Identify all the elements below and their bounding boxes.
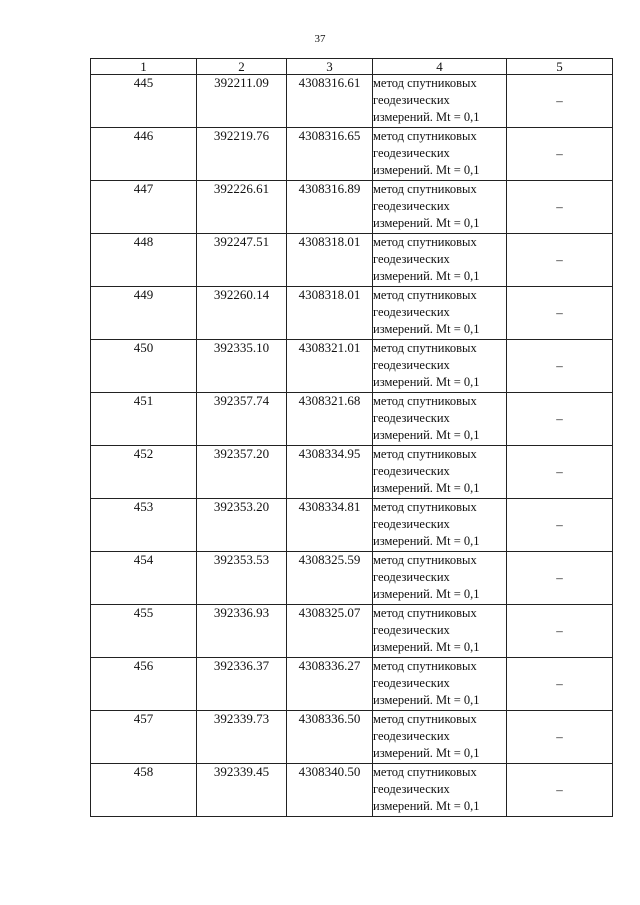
method-line: метод спутниковых <box>373 712 477 726</box>
table-row <box>91 658 613 711</box>
y-coordinate-cell: 4308316.65 <box>287 128 373 181</box>
method-line: измерений. Mt = 0,1 <box>373 322 480 336</box>
method-line: метод спутниковых <box>373 235 477 249</box>
x-coordinate-cell: 392219.76 <box>197 128 287 181</box>
method-cell <box>373 499 507 552</box>
method-line: геодезических <box>373 676 450 690</box>
method-line: измерений. Mt = 0,1 <box>373 269 480 283</box>
method-cell <box>373 340 507 393</box>
table-row <box>91 711 613 764</box>
method-line: измерений. Mt = 0,1 <box>373 481 480 495</box>
x-coordinate-cell: 392339.45 <box>197 764 287 817</box>
table-row <box>91 340 613 393</box>
note-cell: – <box>507 764 613 817</box>
method-line: геодезических <box>373 782 450 796</box>
method-cell <box>373 658 507 711</box>
method-line: метод спутниковых <box>373 606 477 620</box>
method-line: геодезических <box>373 146 450 160</box>
method-line: геодезических <box>373 729 450 743</box>
method-cell <box>373 764 507 817</box>
method-line: измерений. Mt = 0,1 <box>373 216 480 230</box>
header-cell-1: 1 <box>91 59 197 75</box>
page-number: 37 <box>314 33 326 45</box>
method-line: измерений. Mt = 0,1 <box>373 640 480 654</box>
method-line: измерений. Mt = 0,1 <box>373 163 480 177</box>
method-line: геодезических <box>373 199 450 213</box>
x-coordinate-cell: 392226.61 <box>197 181 287 234</box>
table-row <box>91 446 613 499</box>
note-cell: – <box>507 340 613 393</box>
method-line: измерений. Mt = 0,1 <box>373 693 480 707</box>
y-coordinate-cell: 4308318.01 <box>287 287 373 340</box>
method-line: измерений. Mt = 0,1 <box>373 375 480 389</box>
method-line: метод спутниковых <box>373 182 477 196</box>
method-line: измерений. Mt = 0,1 <box>373 746 480 760</box>
table-row <box>91 287 613 340</box>
point-number-cell: 458 <box>91 764 197 817</box>
x-coordinate-cell: 392353.53 <box>197 552 287 605</box>
method-cell <box>373 75 507 128</box>
note-cell: – <box>507 552 613 605</box>
note-cell: – <box>507 658 613 711</box>
x-coordinate-cell: 392353.20 <box>197 499 287 552</box>
point-number-cell: 453 <box>91 499 197 552</box>
method-line: метод спутниковых <box>373 129 477 143</box>
method-line: измерений. Mt = 0,1 <box>373 534 480 548</box>
note-cell: – <box>507 446 613 499</box>
x-coordinate-cell: 392211.09 <box>197 75 287 128</box>
method-line: геодезических <box>373 570 450 584</box>
y-coordinate-cell: 4308316.89 <box>287 181 373 234</box>
header-cell-3: 3 <box>287 59 373 75</box>
method-line: геодезических <box>373 93 450 107</box>
point-number-cell: 448 <box>91 234 197 287</box>
method-cell <box>373 287 507 340</box>
header-cell-4: 4 <box>373 59 507 75</box>
note-cell: – <box>507 234 613 287</box>
method-line: измерений. Mt = 0,1 <box>373 428 480 442</box>
method-line: метод спутниковых <box>373 447 477 461</box>
table-body <box>91 75 613 817</box>
coordinates-table <box>90 58 613 817</box>
x-coordinate-cell: 392335.10 <box>197 340 287 393</box>
method-line: геодезических <box>373 464 450 478</box>
note-cell: – <box>507 287 613 340</box>
method-line: метод спутниковых <box>373 288 477 302</box>
table-row <box>91 75 613 128</box>
y-coordinate-cell: 4308318.01 <box>287 234 373 287</box>
method-line: геодезических <box>373 411 450 425</box>
method-line: метод спутниковых <box>373 394 477 408</box>
method-cell <box>373 605 507 658</box>
method-cell <box>373 711 507 764</box>
method-cell <box>373 128 507 181</box>
y-coordinate-cell: 4308321.01 <box>287 340 373 393</box>
table-row <box>91 128 613 181</box>
method-line: метод спутниковых <box>373 76 477 90</box>
method-line: геодезических <box>373 252 450 266</box>
point-number-cell: 447 <box>91 181 197 234</box>
table-row <box>91 499 613 552</box>
point-number-cell: 450 <box>91 340 197 393</box>
header-cell-5: 5 <box>507 59 613 75</box>
method-cell <box>373 446 507 499</box>
note-cell: – <box>507 711 613 764</box>
x-coordinate-cell: 392336.37 <box>197 658 287 711</box>
x-coordinate-cell: 392336.93 <box>197 605 287 658</box>
y-coordinate-cell: 4308321.68 <box>287 393 373 446</box>
y-coordinate-cell: 4308336.27 <box>287 658 373 711</box>
note-cell: – <box>507 75 613 128</box>
y-coordinate-cell: 4308325.07 <box>287 605 373 658</box>
point-number-cell: 452 <box>91 446 197 499</box>
y-coordinate-cell: 4308325.59 <box>287 552 373 605</box>
method-line: измерений. Mt = 0,1 <box>373 799 480 813</box>
note-cell: – <box>507 181 613 234</box>
note-cell: – <box>507 393 613 446</box>
y-coordinate-cell: 4308340.50 <box>287 764 373 817</box>
header-row <box>91 59 613 75</box>
method-line: метод спутниковых <box>373 553 477 567</box>
point-number-cell: 454 <box>91 552 197 605</box>
method-line: геодезических <box>373 305 450 319</box>
method-line: измерений. Mt = 0,1 <box>373 587 480 601</box>
method-line: метод спутниковых <box>373 341 477 355</box>
method-line: метод спутниковых <box>373 500 477 514</box>
method-cell <box>373 234 507 287</box>
point-number-cell: 457 <box>91 711 197 764</box>
y-coordinate-cell: 4308316.61 <box>287 75 373 128</box>
note-cell: – <box>507 499 613 552</box>
y-coordinate-cell: 4308334.81 <box>287 499 373 552</box>
x-coordinate-cell: 392339.73 <box>197 711 287 764</box>
method-cell <box>373 393 507 446</box>
point-number-cell: 445 <box>91 75 197 128</box>
point-number-cell: 455 <box>91 605 197 658</box>
y-coordinate-cell: 4308334.95 <box>287 446 373 499</box>
x-coordinate-cell: 392357.20 <box>197 446 287 499</box>
table-row <box>91 181 613 234</box>
method-line: геодезических <box>373 623 450 637</box>
method-line: метод спутниковых <box>373 659 477 673</box>
table-row <box>91 605 613 658</box>
method-line: измерений. Mt = 0,1 <box>373 110 480 124</box>
point-number-cell: 449 <box>91 287 197 340</box>
table-row <box>91 552 613 605</box>
x-coordinate-cell: 392260.14 <box>197 287 287 340</box>
method-line: геодезических <box>373 517 450 531</box>
table-row <box>91 393 613 446</box>
x-coordinate-cell: 392247.51 <box>197 234 287 287</box>
method-cell <box>373 181 507 234</box>
header-cell-2: 2 <box>197 59 287 75</box>
y-coordinate-cell: 4308336.50 <box>287 711 373 764</box>
method-cell <box>373 552 507 605</box>
point-number-cell: 446 <box>91 128 197 181</box>
point-number-cell: 456 <box>91 658 197 711</box>
point-number-cell: 451 <box>91 393 197 446</box>
method-line: метод спутниковых <box>373 765 477 779</box>
note-cell: – <box>507 605 613 658</box>
note-cell: – <box>507 128 613 181</box>
method-line: геодезических <box>373 358 450 372</box>
x-coordinate-cell: 392357.74 <box>197 393 287 446</box>
table-row <box>91 764 613 817</box>
table-row <box>91 234 613 287</box>
